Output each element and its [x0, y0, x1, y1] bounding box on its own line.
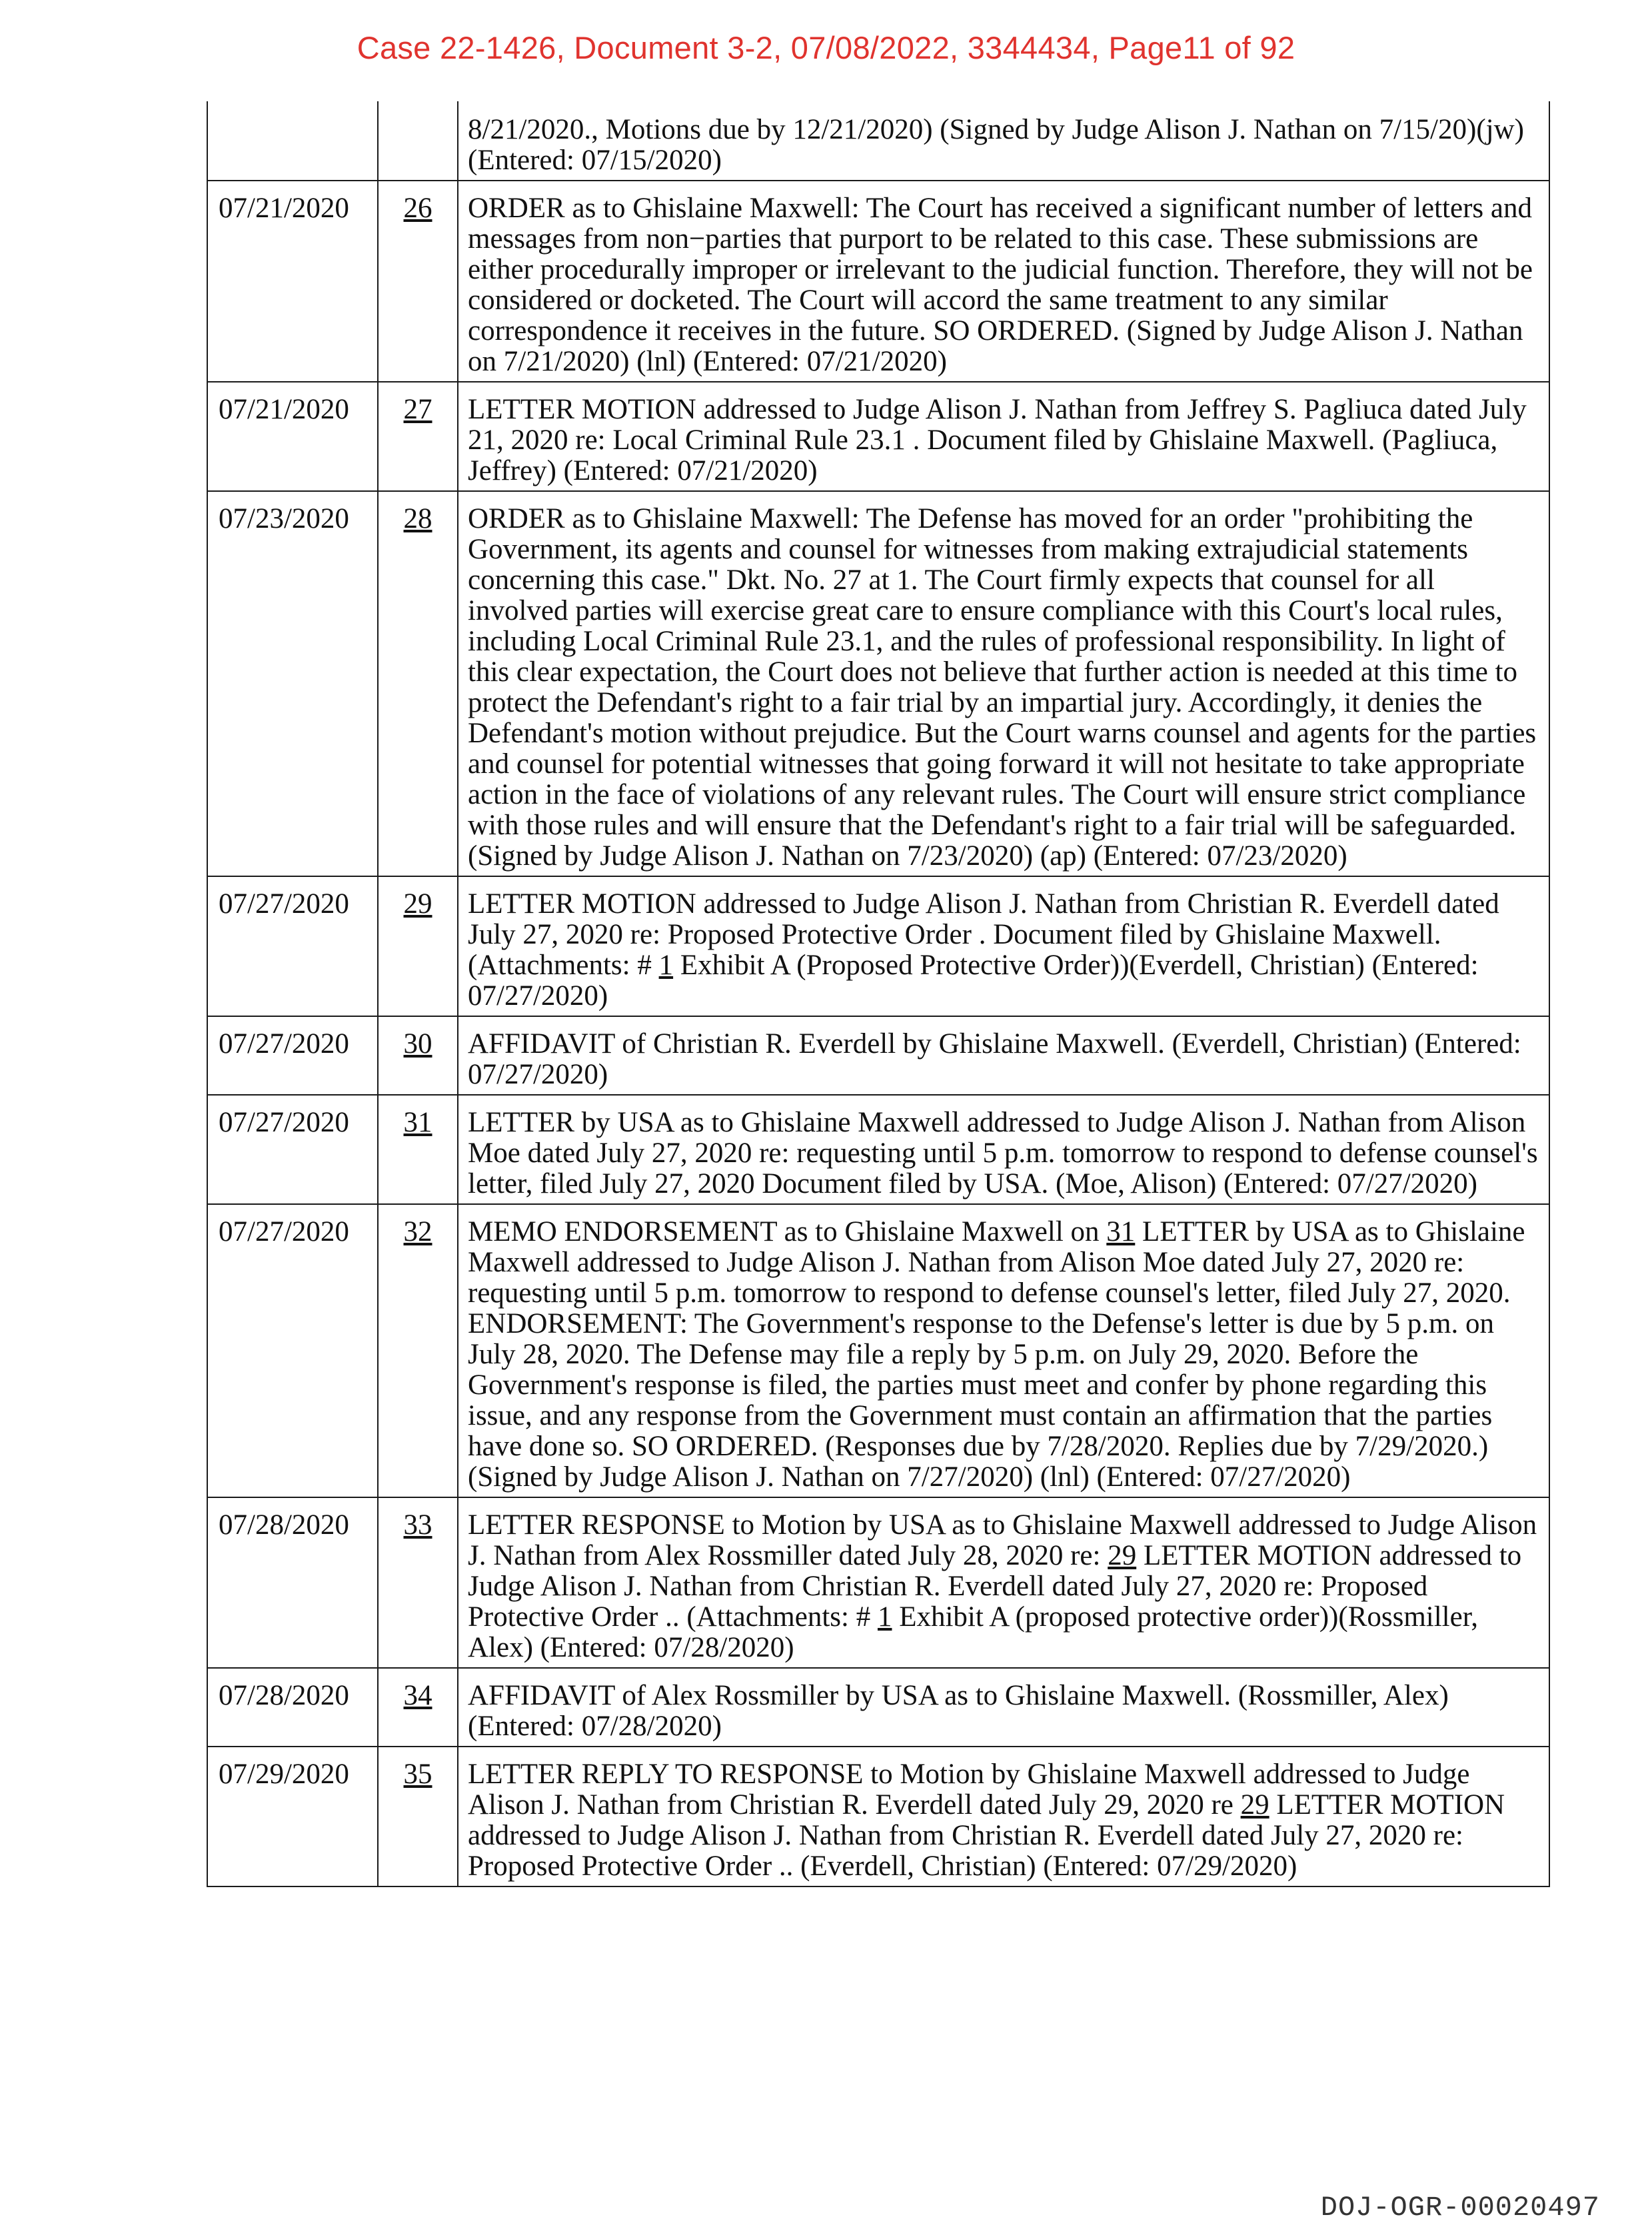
case-header: Case 22-1426, Document 3-2, 07/08/2022, 3344434, Page11 of 92 — [357, 30, 1295, 65]
entry-number-link[interactable]: 35 — [403, 1759, 432, 1790]
table-row — [207, 1016, 1549, 1095]
table-row — [207, 1747, 1549, 1886]
entry-number-link[interactable]: 28 — [403, 503, 432, 534]
table-row — [207, 1497, 1549, 1668]
entry-number-link[interactable]: 34 — [403, 1680, 432, 1711]
entry-text: MEMO ENDORSEMENT as to Ghislaine Maxwell on 31 LETTER by USA as to Ghislaine Maxwell addressed to Judge Alison J. Nathan from Alison Moe dated July 27, 2020 re: requesting until 5 p.m. tomorrow to respond to defense counsel's letter, filed July 27, 2020. ENDORSEMENT: The Government's response to the Defense's letter is due by 5 p.m. on July 28, 2020. The Defense may file a reply by 5 p.m. on July 29, 2020. Before the Government's response is filed, the parties must meet and confer by phone regarding this issue, and any response from the Government must contain an affirmation that the parties have done so. SO ORDERED. (Responses due by 7/28/2020. Replies due by 7/29/2020.) (Signed by Judge Alison J. Nathan on 7/27/2020) (lnl) (Entered: 07/27/2020) — [458, 1204, 1549, 1497]
entry-text: AFFIDAVIT of Alex Rossmiller by USA as to Ghislaine Maxwell. (Rossmiller, Alex) (Entered: 07/28/2020) — [458, 1668, 1549, 1747]
entry-text: LETTER by USA as to Ghislaine Maxwell addressed to Judge Alison J. Nathan from Alison Moe dated July 27, 2020 re: requesting until 5 p.m. tomorrow to respond to defense counsel's letter, filed July 27, 2020 Document filed by USA. (Moe, Alison) (Entered: 07/27/2020) — [458, 1095, 1549, 1204]
date-cell — [207, 101, 378, 181]
entry-date: 07/29/2020 — [207, 1747, 378, 1886]
entry-number-link[interactable]: 31 — [403, 1107, 432, 1138]
docket-reference-link[interactable]: 29 — [1240, 1789, 1269, 1821]
entry-text: LETTER RESPONSE to Motion by USA as to Ghislaine Maxwell addressed to Judge Alison J. Nathan from Alex Rossmiller dated July 28, 2020 re: 29 LETTER MOTION addressed to Judge Alison J. Nathan from Christian R. Everdell dated July 27, 2020 re: Proposed Protective Order .. (Attachments: # 1 Exhibit A (proposed protective order))(Rossmiller, Alex) (Entered: 07/28/2020) — [458, 1497, 1549, 1668]
docket-reference-link[interactable]: 29 — [1108, 1540, 1137, 1571]
entry-date: 07/21/2020 — [207, 181, 378, 382]
entry-text: ORDER as to Ghislaine Maxwell: The Defense has moved for an order "prohibiting the Government, its agents and counsel for witnesses from making extrajudicial statements concerning this case." Dkt. No. 27 at 1. The Court firmly expects that counsel for all involved parties will exercise great care to ensure compliance with this Court's local rules, including Local Criminal Rule 23.1, and the rules of professional responsibility. In light of this clear expectation, the Court does not believe that further action is needed at this time to protect the Defendant's right to a fair trial by an impartial jury. Accordingly, it denies the Defendant's motion without prejudice. But the Court warns counsel and agents for the parties and counsel for potential witnesses that going forward it will not hesitate to take appropriate action in the face of violations of any relevant rules. The Court will ensure strict compliance with those rules and will ensure that the Defendant's right to a fair trial will be safeguarded. (Signed by Judge Alison J. Nathan on 7/23/2020) (ap) (Entered: 07/23/2020) — [458, 491, 1549, 876]
table-row — [207, 876, 1549, 1016]
entry-number-link[interactable]: 29 — [403, 888, 432, 920]
table-row — [207, 101, 1549, 181]
entry-text: ORDER as to Ghislaine Maxwell: The Court has received a significant number of letters and messages from non−parties that purport to be related to this case. These submissions are either procedurally improper or irrelevant to the judicial function. Therefore, they will not be considered or docketed. The Court will accord the same treatment to any similar correspondence it receives in the future. SO ORDERED. (Signed by Judge Alison J. Nathan on 7/21/2020) (lnl) (Entered: 07/21/2020) — [458, 181, 1549, 382]
entry-date: 07/28/2020 — [207, 1668, 378, 1747]
entry-number-link[interactable]: 26 — [403, 193, 432, 224]
table-row — [207, 1668, 1549, 1747]
entry-number-link[interactable]: 30 — [403, 1028, 432, 1060]
entry-number-link[interactable]: 33 — [403, 1509, 432, 1541]
number-cell — [378, 101, 458, 181]
entry-number-link[interactable]: 27 — [403, 394, 432, 425]
entry-number-link[interactable]: 32 — [403, 1216, 432, 1247]
table-row — [207, 181, 1549, 382]
entry-date: 07/21/2020 — [207, 382, 378, 491]
docket-reference-link[interactable]: 31 — [1106, 1216, 1136, 1247]
entry-date: 07/27/2020 — [207, 1204, 378, 1497]
entry-text: 8/21/2020., Motions due by 12/21/2020) (Signed by Judge Alison J. Nathan on 7/15/20)(jw) (Entered: 07/15/2020) — [458, 101, 1549, 181]
entry-date: 07/27/2020 — [207, 1095, 378, 1204]
entry-text: AFFIDAVIT of Christian R. Everdell by Ghislaine Maxwell. (Everdell, Christian) (Entered: 07/27/2020) — [458, 1016, 1549, 1095]
entry-date: 07/23/2020 — [207, 491, 378, 876]
table-row — [207, 491, 1549, 876]
table-row — [207, 382, 1549, 491]
entry-text: LETTER MOTION addressed to Judge Alison J. Nathan from Christian R. Everdell dated July 27, 2020 re: Proposed Protective Order . Document filed by Ghislaine Maxwell. (Attachments: # 1 Exhibit A (Proposed Protective Order))(Everdell, Christian) (Entered: 07/27/2020) — [458, 876, 1549, 1016]
attachment-link[interactable]: 1 — [658, 950, 674, 981]
entry-text: LETTER REPLY TO RESPONSE to Motion by Ghislaine Maxwell addressed to Judge Alison J. Nathan from Christian R. Everdell dated July 29, 2020 re 29 LETTER MOTION addressed to Judge Alison J. Nathan from Christian R. Everdell dated July 27, 2020 re: Proposed Protective Order .. (Everdell, Christian) (Entered: 07/29/2020) — [458, 1747, 1549, 1886]
entry-date: 07/27/2020 — [207, 1016, 378, 1095]
entry-text: LETTER MOTION addressed to Judge Alison J. Nathan from Jeffrey S. Pagliuca dated July 21, 2020 re: Local Criminal Rule 23.1 . Document filed by Ghislaine Maxwell. (Pagliuca, Jeffrey) (Entered: 07/21/2020) — [458, 382, 1549, 491]
entry-date: 07/27/2020 — [207, 876, 378, 1016]
table-row — [207, 1095, 1549, 1204]
bates-number: DOJ-OGR-00020497 — [1320, 2192, 1600, 2224]
docket-table — [207, 101, 1550, 1887]
table-row — [207, 1204, 1549, 1497]
entry-date: 07/28/2020 — [207, 1497, 378, 1668]
attachment-link[interactable]: 1 — [877, 1601, 892, 1633]
